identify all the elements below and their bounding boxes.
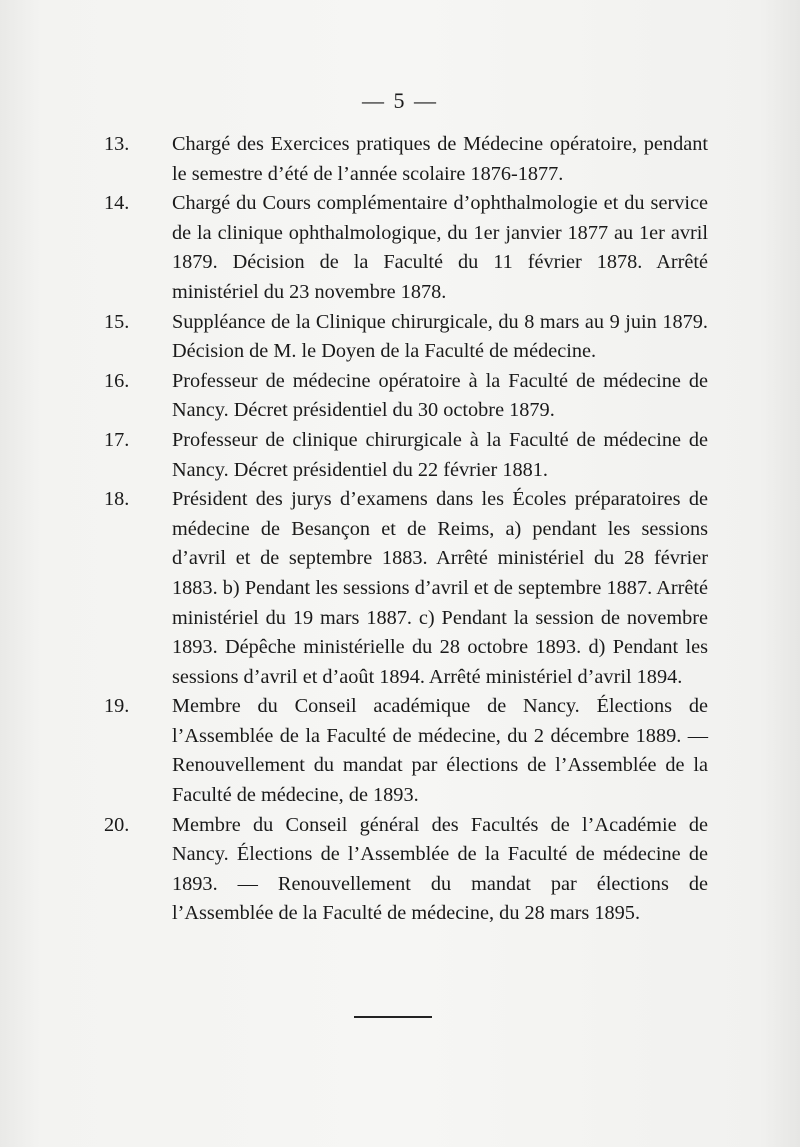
page-number: — 5 — xyxy=(362,88,438,113)
entry-text: Chargé du Cours complémentaire d’ophthalmologie et du service de la clinique ophthalmologique, du 1er janvier 1877 au 1er avril 1879. Décision de la Faculté du 11 février 1878. Arrêté ministériel du 23 novembre 1878. xyxy=(172,192,708,303)
entry-list xyxy=(104,130,708,929)
entry-text: Membre du Conseil académique de Nancy. Élections de l’Assemblée de la Faculté de médecine, du 2 décembre 1889. — Renouvellement du mandat par élections de l’Assemblée de la Faculté de médecine, de 1893. xyxy=(172,695,708,807)
list-item xyxy=(104,130,708,189)
list-item xyxy=(104,367,708,426)
entry-text: Suppléance de la Clinique chirurgicale, du 8 mars au 9 juin 1879. Décision de M. le Doyen de la Faculté de médecine. xyxy=(172,310,708,363)
entry-number: 16. xyxy=(104,369,130,392)
closing-rule xyxy=(354,1016,432,1018)
entry-text: Professeur de clinique chirurgicale à la Faculté de médecine de Nancy. Décret présidentiel du 22 février 1881. xyxy=(172,428,708,481)
list-item xyxy=(104,811,708,929)
entry-number: 14. xyxy=(104,192,130,215)
entry-number: 18. xyxy=(104,488,130,511)
entry-text: Professeur de médecine opératoire à la Faculté de médecine de Nancy. Décret présidentiel du 30 octobre 1879. xyxy=(172,369,708,422)
entry-number: 20. xyxy=(104,813,130,836)
list-item xyxy=(104,308,708,367)
list-item xyxy=(104,485,708,692)
list-item xyxy=(104,189,708,307)
entry-text: Chargé des Exercices pratiques de Médecine opératoire, pendant le semestre d’été de l’année scolaire 1876-1877. xyxy=(172,133,708,185)
entry-text: Membre du Conseil général des Facultés de l’Académie de Nancy. Élections de l’Assemblée de la Faculté de médecine de 1893. — Renouvellement du mandat par élections de l’Assemblée de la Faculté de médecine, du 28 mars 1895. xyxy=(172,813,708,925)
entry-number: 17. xyxy=(104,428,130,451)
entry-number: 19. xyxy=(104,695,130,718)
entry-number: 15. xyxy=(104,310,130,333)
list-item xyxy=(104,426,708,485)
entry-number: 13. xyxy=(104,133,130,155)
list-item xyxy=(104,692,708,810)
entry-text: Président des jurys d’examens dans les Écoles préparatoires de médecine de Besançon et de Reims, a) pendant les sessions d’avril et de septembre 1883. Arrêté ministériel du 28 février 1883. b) Pendant les sessions d’avril et de septembre 1887. Arrêté ministériel du 19 mars 1887. c) Pendant la session de novembre 1893. Dépêche ministérielle du 28 octobre 1893. d) Pendant les sessions d’avril et d’août 1894. Arrêté ministériel d’avril 1894. xyxy=(172,488,708,688)
